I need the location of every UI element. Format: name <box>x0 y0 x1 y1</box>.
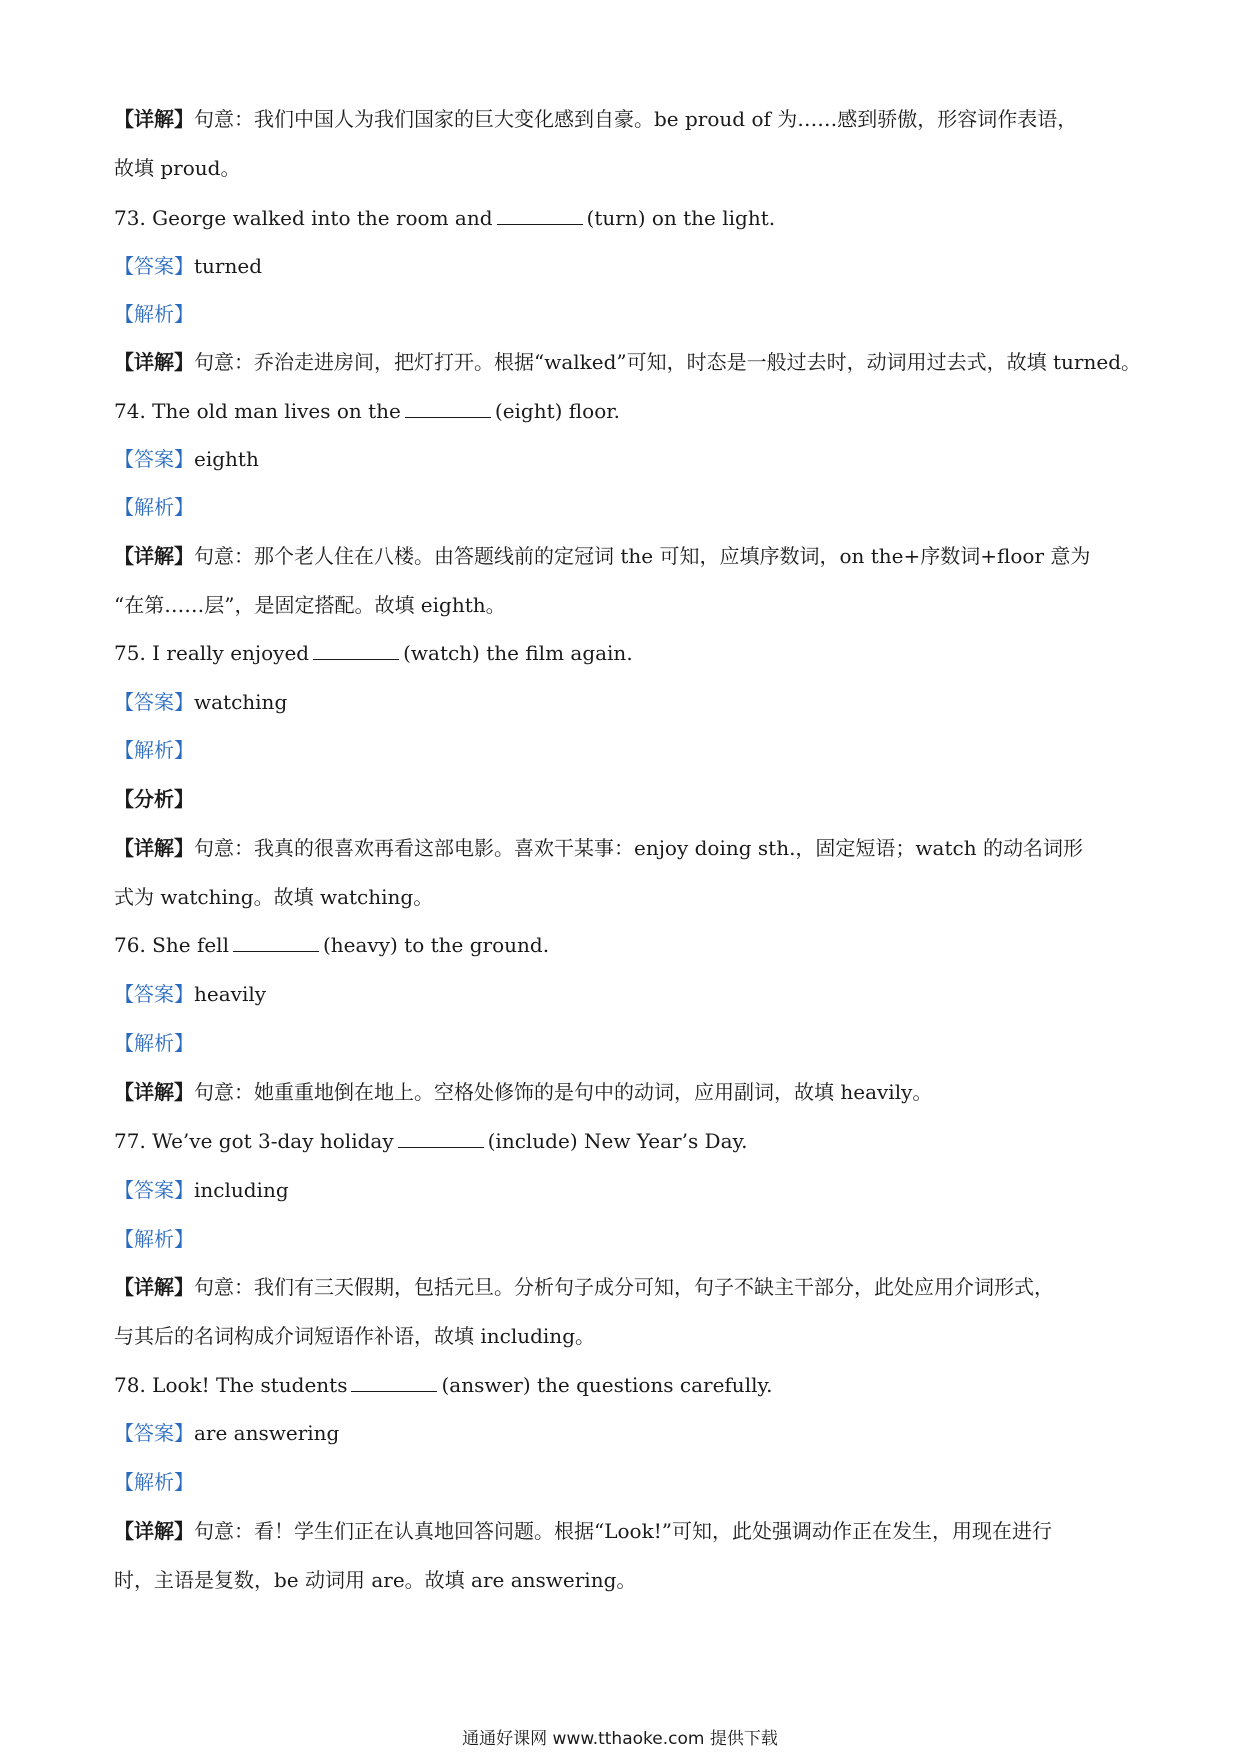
q74-blank <box>405 399 491 418</box>
analysis-tag: 【解析】 <box>114 1227 194 1251</box>
q78-stem-part2: (answer) the questions carefully. <box>441 1373 773 1397</box>
q78-detail-line1 <box>114 1518 1052 1544</box>
q72-detail-text1: 句意：我们中国人为我们国家的巨大变化感到自豪。be proud of 为……感到骄傲，形容词作表语， <box>194 107 1078 131</box>
q73-stem <box>114 205 775 231</box>
detail-tag: 【详解】 <box>114 1080 194 1104</box>
fenxi-tag: 【分析】 <box>114 787 194 811</box>
q77-detail-text2: 与其后的名词构成介词短语作补语，故填 including。 <box>114 1324 595 1348</box>
q75-stem-part1: 75. I really enjoyed <box>114 641 310 665</box>
detail-tag: 【详解】 <box>114 350 194 374</box>
q73-stem-part1: 73. George walked into the room and <box>114 206 493 230</box>
q78-stem <box>114 1372 772 1398</box>
q74-stem <box>114 398 620 424</box>
analysis-tag: 【解析】 <box>114 302 194 326</box>
analysis-tag: 【解析】 <box>114 738 194 762</box>
q77-stem-part1: 77. We’ve got 3-day holiday <box>114 1129 394 1153</box>
q75-answer <box>114 689 287 715</box>
q77-blank <box>398 1129 484 1148</box>
analysis-tag: 【解析】 <box>114 1470 194 1494</box>
detail-tag: 【详解】 <box>114 836 194 860</box>
q78-analysis <box>114 1469 194 1495</box>
q76-analysis <box>114 1030 194 1056</box>
q75-detail-text2: 式为 watching。故填 watching。 <box>114 885 434 909</box>
q76-blank <box>233 933 319 952</box>
detail-tag: 【详解】 <box>114 1275 194 1299</box>
q73-detail-text: 句意：乔治走进房间，把灯打开。根据“walked”可知，时态是一般过去时，动词用过去式，故填 turned。 <box>194 350 1142 374</box>
q78-detail-text1: 句意：看！学生们正在认真地回答问题。根据“Look!”可知，此处强调动作正在发生，用现在进行 <box>194 1519 1052 1543</box>
detail-tag: 【详解】 <box>114 544 194 568</box>
answer-tag: 【答案】 <box>114 447 194 471</box>
answer-tag: 【答案】 <box>114 1178 194 1202</box>
q76-answer <box>114 981 266 1007</box>
q77-answer-value: including <box>194 1178 289 1202</box>
q77-detail-line1 <box>114 1274 1054 1300</box>
q75-detail-text1: 句意：我真的很喜欢再看这部电影。喜欢干某事：enjoy doing sth.，固定短语；watch 的动名词形 <box>194 836 1083 860</box>
q76-stem-part1: 76. She fell <box>114 933 229 957</box>
q78-answer-value: are answering <box>194 1421 340 1445</box>
q78-stem-part1: 78. Look! The students <box>114 1373 348 1397</box>
q74-stem-part1: 74. The old man lives on the <box>114 399 401 423</box>
detail-tag: 【详解】 <box>114 1519 194 1543</box>
q74-detail-line2 <box>114 592 506 618</box>
answer-tag: 【答案】 <box>114 982 194 1006</box>
q77-stem <box>114 1128 748 1154</box>
q77-stem-part2: (include) New Year’s Day. <box>487 1129 748 1153</box>
page-footer: 通通好课网 www.tthaoke.com 提供下载 <box>462 1729 778 1749</box>
q77-detail-text1: 句意：我们有三天假期，包括元旦。分析句子成分可知，句子不缺主干部分，此处应用介词形式， <box>194 1275 1054 1299</box>
q72-detail-line1 <box>114 106 1077 132</box>
q72-detail-line2 <box>114 155 240 181</box>
q76-answer-value: heavily <box>194 982 267 1006</box>
q76-stem-part2: (heavy) to the ground. <box>322 933 550 957</box>
analysis-tag: 【解析】 <box>114 1031 194 1055</box>
q78-detail-text2: 时，主语是复数，be 动词用 are。故填 are answering。 <box>114 1568 637 1592</box>
q77-analysis <box>114 1226 194 1252</box>
q74-detail-line1 <box>114 543 1090 569</box>
q75-answer-value: watching <box>194 690 288 714</box>
q73-analysis <box>114 301 194 327</box>
q73-blank <box>497 206 583 225</box>
q73-detail <box>114 349 1141 375</box>
q75-stem <box>114 640 633 666</box>
q76-stem <box>114 932 549 958</box>
q76-detail-text: 句意：她重重地倒在地上。空格处修饰的是句中的动词，应用副词，故填 heavily。 <box>194 1080 933 1104</box>
analysis-tag: 【解析】 <box>114 495 194 519</box>
q77-answer <box>114 1177 289 1203</box>
q76-detail <box>114 1079 932 1105</box>
q75-analysis2 <box>114 786 194 812</box>
q74-analysis <box>114 494 194 520</box>
q72-detail-text2: 故填 proud。 <box>114 156 241 180</box>
answer-tag: 【答案】 <box>114 1421 194 1445</box>
q74-answer-value: eighth <box>194 447 259 471</box>
q75-detail-line1 <box>114 835 1083 861</box>
q74-stem-part2: (eight) floor. <box>494 399 620 423</box>
q75-detail-line2 <box>114 884 433 910</box>
q78-detail-line2 <box>114 1567 636 1593</box>
q75-analysis <box>114 737 194 763</box>
q75-stem-part2: (watch) the film again. <box>403 641 633 665</box>
answer-tag: 【答案】 <box>114 690 194 714</box>
q74-detail-text1: 句意：那个老人住在八楼。由答题线前的定冠词 the 可知，应填序数词，on the+序数词+floor 意为 <box>194 544 1091 568</box>
q73-answer <box>114 253 262 279</box>
answer-tag: 【答案】 <box>114 254 194 278</box>
q77-detail-line2 <box>114 1323 595 1349</box>
detail-tag: 【详解】 <box>114 107 194 131</box>
q73-stem-part2: (turn) on the light. <box>586 206 776 230</box>
q75-blank <box>313 641 399 660</box>
q78-answer <box>114 1420 339 1446</box>
q74-answer <box>114 446 259 472</box>
q78-blank <box>351 1373 437 1392</box>
q74-detail-text2: “在第……层”，是固定搭配。故填 eighth。 <box>114 593 506 617</box>
q73-answer-value: turned <box>194 254 262 278</box>
